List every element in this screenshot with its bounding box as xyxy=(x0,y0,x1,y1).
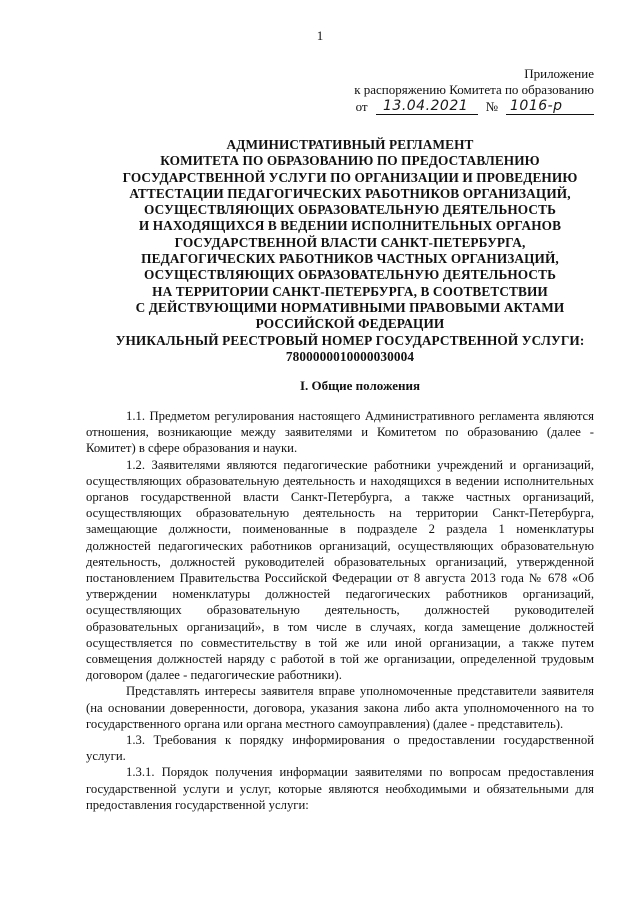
appendix-date-number-line xyxy=(264,98,594,115)
paragraph-1-1: 1.1. Предметом регулирования настоящего Административного регламента являются отношения, возникающие между заявителями и Комитетом по образованию (далее - Комитет) в сфере образования и науки. xyxy=(86,409,594,456)
handwritten-date: 13.04.2021 xyxy=(376,98,478,115)
title-line: С ДЕЙСТВУЮЩИМИ НОРМАТИВНЫМИ ПРАВОВЫМИ АКТАМИ xyxy=(135,299,565,315)
title-line: ГОСУДАРСТВЕННОЙ УСЛУГИ ПО ОРГАНИЗАЦИИ И ПРОВЕДЕНИЮ xyxy=(122,169,578,185)
title-line: ГОСУДАРСТВЕННОЙ ВЛАСТИ САНКТ-ПЕТЕРБУРГА, xyxy=(174,234,526,250)
paragraph-1-3: 1.3. Требования к порядку информирования о предоставлении государственной услуги. xyxy=(86,733,594,764)
title-line: ОСУЩЕСТВЛЯЮЩИХ ОБРАЗОВАТЕЛЬНУЮ ДЕЯТЕЛЬНОСТЬ xyxy=(144,202,556,218)
paragraph-representative: Представлять интересы заявителя вправе уполномоченные представители заявителя (на основании доверенности, договора, указания закона либо акта уполномоченного на то государственного органа или органа местного самоуправления) (далее - представитель). xyxy=(86,684,594,731)
paragraph-1-2: 1.2. Заявителями являются педагогические работники учреждений и организаций, осуществляющих образовательную деятельность и находящихся в ведении исполнительных органов государственной власти Санкт-Петербурга, а также частных организаций, осуществляющих образовательную деятельность на территории Санкт-Петербурга, замещающие должности, поименованные в подразделе 2 раздела 1 номенклатуры должностей педагогических работников организаций, осуществляющих образовательную деятельность, должностей руководителей образовательных организаций, утвержденной постановлением Правительства Российской Федерации от 8 августа 2013 года № 678 «Об утверждении номенклатуры должностей педагогических работников организаций, осуществляющих образовательную деятельность, должностей руководителей образовательных организаций», в том числе в случаях, когда замещение должностей осуществляется по совместительству в той же или иной организации, а также путем совмещения должностей наряду с работой в той же организации, определенной трудовым договором (далее - педагогические работники). xyxy=(86,457,594,683)
appendix-order-reference: к распоряжению Комитета по образованию xyxy=(354,82,594,97)
page-number: 1 xyxy=(316,28,324,43)
registry-number: 7800000010000030004 xyxy=(285,348,415,364)
number-prefix: № xyxy=(485,99,498,114)
date-prefix: от xyxy=(355,99,368,114)
title-line: АДМИНИСТРАТИВНЫЙ РЕГЛАМЕНТ xyxy=(226,137,474,152)
title-line: КОМИТЕТА ПО ОБРАЗОВАНИЮ ПО ПРЕДОСТАВЛЕНИЮ xyxy=(160,153,540,169)
handwritten-order-number: 1016-р xyxy=(506,98,594,115)
paragraph-1-3-1: 1.3.1. Порядок получения информации заявителями по вопросам предоставления государственной услуги и услуг, которые являются необходимыми и обязательными для предоставления государственной услуги: xyxy=(86,765,594,812)
title-line: РОССИЙСКОЙ ФЕДЕРАЦИИ xyxy=(255,316,445,332)
section-heading: I. Общие положения xyxy=(300,378,420,393)
regulation-title xyxy=(110,137,590,365)
title-line: ПЕДАГОГИЧЕСКИХ РАБОТНИКОВ ЧАСТНЫХ ОРГАНИЗАЦИЙ, xyxy=(141,251,559,267)
title-line: АТТЕСТАЦИИ ПЕДАГОГИЧЕСКИХ РАБОТНИКОВ ОРГАНИЗАЦИЙ, xyxy=(129,185,571,201)
title-line: УНИКАЛЬНЫЙ РЕЕСТРОВЫЙ НОМЕР ГОСУДАРСТВЕННОЙ УСЛУГИ: xyxy=(115,332,585,348)
title-line: ОСУЩЕСТВЛЯЮЩИХ ОБРАЗОВАТЕЛЬНУЮ ДЕЯТЕЛЬНОСТЬ xyxy=(144,267,556,283)
body-text xyxy=(86,408,594,813)
title-line: И НАХОДЯЩИХСЯ В ВЕДЕНИИ ИСПОЛНИТЕЛЬНЫХ ОРГАНОВ xyxy=(138,218,562,234)
appendix-block xyxy=(264,66,594,115)
appendix-label: Приложение xyxy=(524,66,594,81)
title-line: НА ТЕРРИТОРИИ САНКТ-ПЕТЕРБУРГА, В СООТВЕТСТВИИ xyxy=(152,283,548,299)
